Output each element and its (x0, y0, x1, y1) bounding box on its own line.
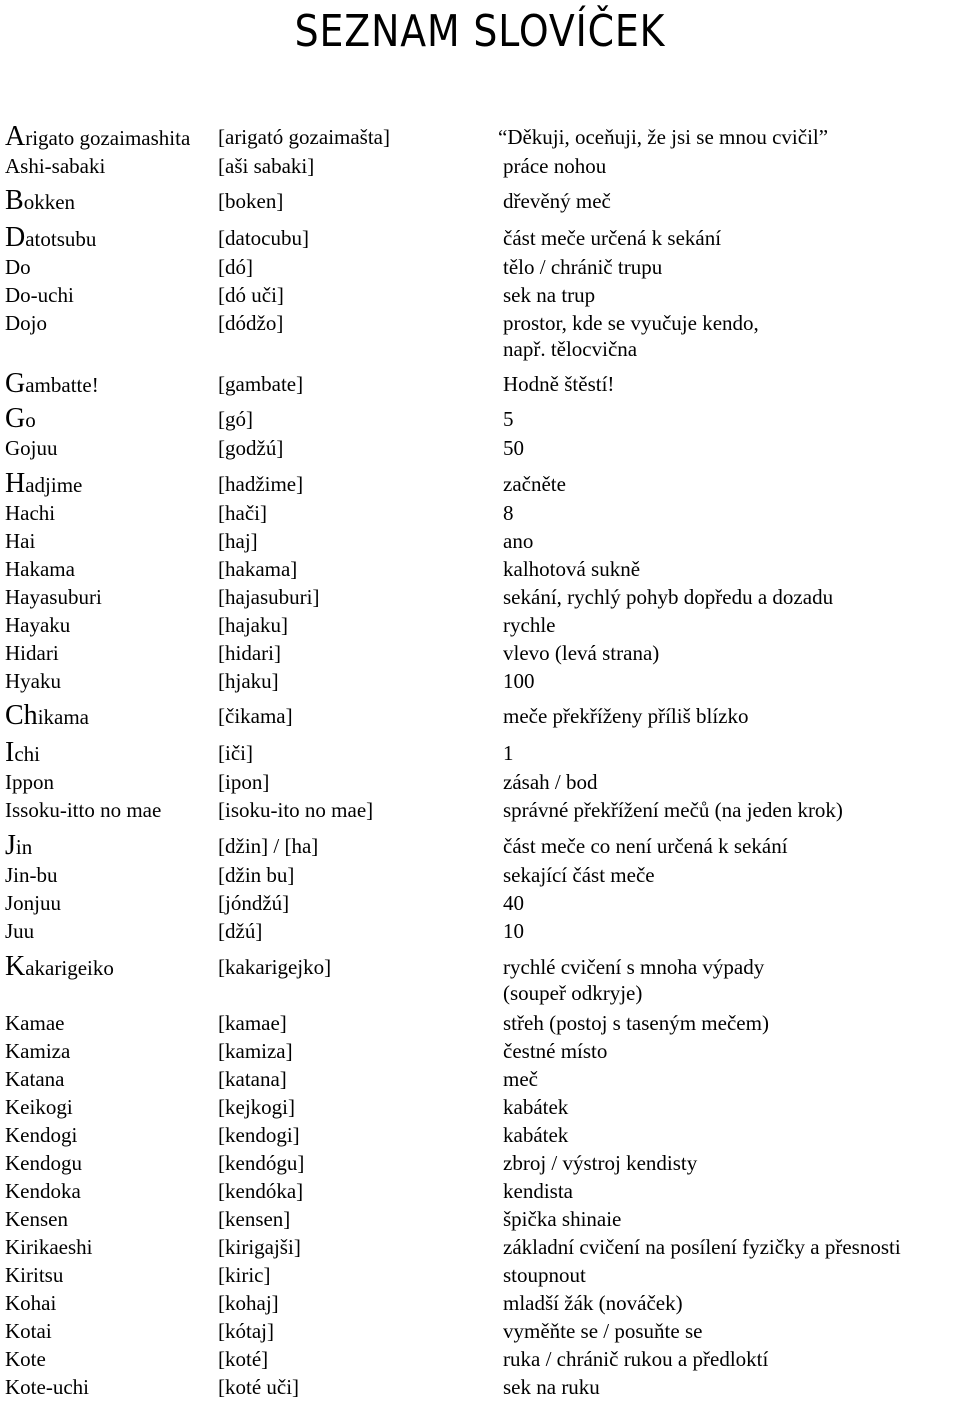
term-initial: G (5, 368, 26, 399)
translation (503, 833, 788, 859)
translation (503, 1290, 683, 1316)
translation-line: vlevo (levá strana) (503, 641, 660, 665)
translation (503, 1122, 568, 1148)
pronunciation: [dódžo] (218, 311, 284, 335)
translation (503, 584, 833, 610)
pronunciation: [hakama] (218, 557, 298, 581)
term (5, 222, 97, 253)
translation (503, 918, 524, 944)
pronunciation: [kirigajši] (218, 1235, 301, 1259)
pronunciation: [aši sabaki] (218, 154, 315, 178)
translation-line: 10 (503, 919, 524, 943)
translation-line: mladší žák (nováček) (503, 1291, 683, 1315)
pronunciation: [kendóka] (218, 1179, 304, 1203)
pronunciation: [džú] (218, 919, 263, 943)
pronunciation: [koté uči] (218, 1375, 300, 1399)
translation-line: začněte (503, 472, 566, 496)
term (5, 668, 61, 694)
translation-line: Hodně štěstí! (503, 372, 615, 396)
pronunciation: [kensen] (218, 1207, 291, 1231)
term-initial: A (5, 121, 26, 152)
term-initial: Ch (5, 700, 38, 731)
pronunciation: [kendógu] (218, 1151, 305, 1175)
translation (503, 954, 764, 1006)
translation-line: část meče určená k sekání (503, 226, 722, 250)
term-text: Kohai (5, 1291, 57, 1315)
translation (498, 124, 828, 150)
pronunciation: [kohaj] (218, 1291, 279, 1315)
pronunciation: [gó] (218, 407, 253, 431)
pronunciation: [džin bu] (218, 863, 295, 887)
term-text: ambatte! (25, 373, 99, 397)
translation-line: správné překřížení mečů (na jeden krok) (503, 798, 843, 822)
term-initial: G (5, 403, 26, 434)
term (5, 1290, 56, 1316)
translation-line: sek na trup (503, 283, 596, 307)
term-text: Kotai (5, 1319, 52, 1343)
term (5, 1122, 77, 1148)
pronunciation: [hidari] (218, 641, 281, 665)
term (5, 890, 61, 916)
translation-line: špička shinaie (503, 1207, 622, 1231)
term-text: Do (5, 255, 31, 279)
term-initial: K (5, 951, 26, 982)
translation (503, 797, 843, 823)
term (5, 1150, 82, 1176)
term (5, 121, 191, 152)
pronunciation: [ipon] (218, 770, 270, 794)
translation (503, 1178, 573, 1204)
term-text: Kamae (5, 1011, 65, 1035)
translation-line: zásah / bod (503, 770, 598, 794)
term-text: Hakama (5, 557, 75, 581)
translation (503, 282, 595, 308)
term-text: Kamiza (5, 1039, 71, 1063)
pronunciation: [haj] (218, 529, 258, 553)
translation-line: rychlé cvičení s mnoha výpady (503, 955, 765, 979)
term-text: atotsubu (25, 227, 97, 251)
term-initial: D (5, 222, 26, 253)
translation (503, 1318, 702, 1344)
pronunciation: [boken] (218, 189, 284, 213)
translation (503, 1206, 621, 1232)
translation-line: ruka / chránič rukou a předloktí (503, 1347, 769, 1371)
translation-line: kabátek (503, 1095, 569, 1119)
pronunciation: [kótaj] (218, 1319, 274, 1343)
term-text: Kendoka (5, 1179, 81, 1203)
term (5, 951, 114, 982)
translation-line: kendista (503, 1179, 573, 1203)
term (5, 368, 99, 399)
pronunciation: [dó] (218, 255, 253, 279)
term (5, 862, 58, 888)
pronunciation: [hači] (218, 501, 267, 525)
term (5, 1094, 73, 1120)
term-text: chi (14, 742, 40, 766)
translation (503, 612, 555, 638)
translation-line: (soupeř odkryje) (503, 981, 643, 1005)
term (5, 584, 102, 610)
term (5, 468, 83, 499)
term-initial: J (5, 830, 16, 861)
translation (503, 310, 759, 362)
pronunciation: [džin] / [ha] (218, 834, 319, 858)
translation-line: prostor, kde se vyučuje kendo, (503, 311, 759, 335)
translation (503, 862, 655, 888)
translation-line: základní cvičení na posílení fyzičky a přesnosti (503, 1235, 901, 1259)
translation-line: střeh (postoj s taseným mečem) (503, 1011, 769, 1035)
pronunciation: [hadžime] (218, 472, 304, 496)
translation-line: 50 (503, 436, 524, 460)
translation-line: meče překříženy příliš blízko (503, 704, 749, 728)
translation (503, 740, 514, 766)
term (5, 1374, 89, 1400)
term (5, 310, 47, 336)
translation (503, 435, 524, 461)
page-title: SEZNAM SLOVÍČEK (294, 6, 666, 57)
translation (503, 406, 514, 432)
translation (503, 188, 611, 214)
term-text: o (25, 408, 36, 432)
translation (503, 1038, 607, 1064)
term (5, 1066, 64, 1092)
term (5, 640, 59, 666)
translation-line: meč (503, 1067, 538, 1091)
term-text: Jonjuu (5, 891, 62, 915)
term-text: ikama (37, 705, 89, 729)
translation-line: 1 (503, 741, 514, 765)
term (5, 1234, 92, 1260)
term-text: adjime (25, 473, 83, 497)
term (5, 556, 75, 582)
translation-line: 40 (503, 891, 524, 915)
pronunciation: [kiric] (218, 1263, 271, 1287)
translation (503, 1094, 568, 1120)
translation (503, 668, 535, 694)
translation-line: ano (503, 529, 534, 553)
term-text: Gojuu (5, 436, 58, 460)
term (5, 769, 54, 795)
pronunciation: [arigató gozaimašta] (218, 125, 390, 149)
pronunciation: [hajaku] (218, 613, 288, 637)
pronunciation: [gambate] (218, 372, 304, 396)
translation (503, 640, 659, 666)
translation (503, 703, 749, 729)
translation-line: dřevěný meč (503, 189, 611, 213)
translation-line: 100 (503, 669, 535, 693)
pronunciation: [hajasuburi] (218, 585, 320, 609)
term-text: Hayaku (5, 613, 71, 637)
term-text: okken (23, 190, 76, 214)
term-text: Hayasuburi (5, 585, 102, 609)
translation (503, 471, 566, 497)
term-text: Issoku-itto no mae (5, 798, 162, 822)
term-text: Kensen (5, 1207, 68, 1231)
term-text: Jin-bu (5, 863, 58, 887)
term (5, 185, 76, 216)
translation-line: stoupnout (503, 1263, 586, 1287)
term-text: Hachi (5, 501, 56, 525)
term (5, 737, 40, 768)
translation-line: sekání, rychlý pohyb dopředu a dozadu (503, 585, 834, 609)
translation-line: např. tělocvična (503, 337, 638, 361)
term-text: in (15, 835, 33, 859)
term-text: Kiritsu (5, 1263, 64, 1287)
pronunciation: [godžú] (218, 436, 284, 460)
term (5, 612, 70, 638)
translation (503, 225, 721, 251)
term-text: Do-uchi (5, 283, 74, 307)
translation (503, 500, 514, 526)
term (5, 1206, 68, 1232)
pronunciation: [hjaku] (218, 669, 279, 693)
pronunciation: [koté] (218, 1347, 269, 1371)
term-initial: I (5, 737, 15, 768)
pronunciation: [datocubu] (218, 226, 309, 250)
term-initial: H (5, 468, 26, 499)
term (5, 830, 33, 861)
translation (503, 1374, 600, 1400)
term (5, 1038, 70, 1064)
term (5, 1178, 81, 1204)
pronunciation: [kendogi] (218, 1123, 300, 1147)
term-text: Keikogi (5, 1095, 73, 1119)
term-text: Hyaku (5, 669, 61, 693)
term-text: Kote-uchi (5, 1375, 89, 1399)
pronunciation: [katana] (218, 1067, 287, 1091)
term-text: Ashi-sabaki (5, 154, 106, 178)
translation-line: čestné místo (503, 1039, 608, 1063)
term-text: Kirikaeshi (5, 1235, 93, 1259)
pronunciation: [čikama] (218, 704, 293, 728)
translation (503, 890, 524, 916)
translation-line: sek na ruku (503, 1375, 600, 1399)
term (5, 700, 89, 731)
translation (503, 1346, 768, 1372)
translation-line: vyměňte se / posuňte se (503, 1319, 703, 1343)
term (5, 500, 55, 526)
term-text: Kote (5, 1347, 46, 1371)
term (5, 528, 35, 554)
term (5, 1346, 46, 1372)
translation-line: tělo / chránič trupu (503, 255, 663, 279)
pronunciation: [iči] (218, 741, 253, 765)
translation (503, 1262, 586, 1288)
term (5, 797, 161, 823)
translation (503, 371, 614, 397)
pronunciation: [kakarigejko] (218, 955, 332, 979)
translation (503, 528, 533, 554)
translation (503, 1066, 538, 1092)
term-text: Dojo (5, 311, 47, 335)
translation-line: 8 (503, 501, 514, 525)
translation-line: část meče co není určená k sekání (503, 834, 788, 858)
translation (503, 556, 640, 582)
term (5, 1010, 64, 1036)
term (5, 1262, 63, 1288)
translation-line: rychle (503, 613, 556, 637)
term (5, 1318, 52, 1344)
translation (503, 1234, 901, 1260)
term-text: Katana (5, 1067, 65, 1091)
translation-line: kalhotová sukně (503, 557, 641, 581)
pronunciation: [kamae] (218, 1011, 287, 1035)
term-text: rigato gozaimashita (25, 126, 191, 150)
translation-line: zbroj / výstroj kendisty (503, 1151, 698, 1175)
pronunciation: [kejkogi] (218, 1095, 295, 1119)
translation-line: kabátek (503, 1123, 569, 1147)
term (5, 153, 105, 179)
pronunciation: [kamiza] (218, 1039, 293, 1063)
pronunciation: [jóndžú] (218, 891, 290, 915)
term (5, 254, 31, 280)
pronunciation: [dó uči] (218, 283, 284, 307)
translation (503, 1150, 697, 1176)
translation-line: sekající část meče (503, 863, 655, 887)
term (5, 435, 58, 461)
term-text: Juu (5, 919, 35, 943)
term (5, 282, 74, 308)
term-text: Hidari (5, 641, 59, 665)
term-text: akarigeiko (25, 956, 114, 980)
pronunciation: [isoku-ito no mae] (218, 798, 374, 822)
term-initial: B (5, 185, 24, 216)
term-text: Kendogu (5, 1151, 82, 1175)
term (5, 918, 34, 944)
translation (503, 254, 662, 280)
term-text: Ippon (5, 770, 54, 794)
translation (503, 1010, 769, 1036)
term (5, 403, 36, 434)
translation-line: “Děkuji, oceňuji, že jsi se mnou cvičil” (498, 125, 829, 149)
translation-line: 5 (503, 407, 514, 431)
term-text: Hai (5, 529, 36, 553)
translation (503, 153, 606, 179)
translation (503, 769, 597, 795)
term-text: Kendogi (5, 1123, 78, 1147)
translation-line: práce nohou (503, 154, 607, 178)
